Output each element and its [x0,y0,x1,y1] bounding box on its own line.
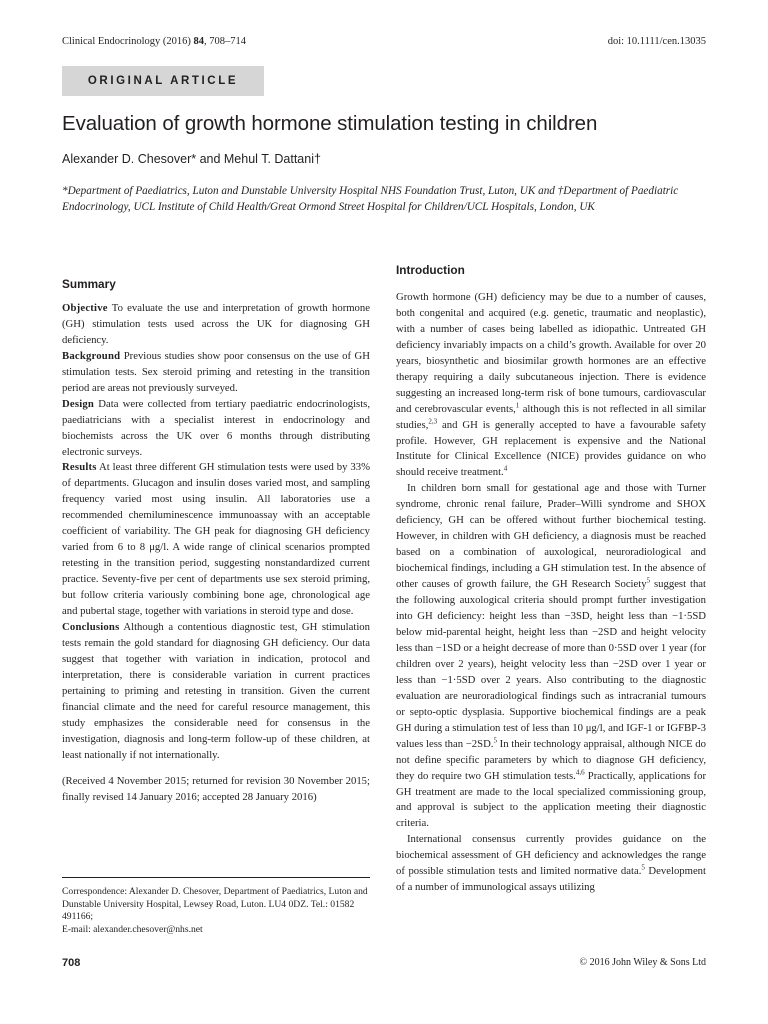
intro-p3-text-b: Development of a number of immunological assays utilizing [396,865,706,894]
journal-volume: 84 [193,36,205,47]
citation-ref: 1 [515,401,520,410]
intro-p2-text-a: In children born small for gestational age and those with Turner syndrome, chronic renal failure, Prader–Willi syndrome and SHOX deficiency, GH can be offered without further biochemical testing. However, in children with GH deficiency, a diagnosis must be reached based on a combination of auxological, neuroradiological and biochemical findings, including a GH stimulation test. In the absence of other causes of growth failure, the GH Research Society [396,482,706,591]
objective-label: Objective [62,301,108,314]
background-text: Previous studies show poor consensus on the use of GH stimulation tests. Sex steroid priming and retesting in the transition period are areas not previously surveyed. [62,349,370,394]
conclusions-label: Conclusions [62,621,120,634]
copyright-notice: © 2016 John Wiley & Sons Ltd [579,957,706,968]
page-number: 708 [62,957,81,969]
results-label: Results [62,461,97,474]
affiliations: *Department of Paediatrics, Luton and Dunstable University Hospital NHS Foundation Trust, Luton, UK and †Department of Paediatric Endocrinology, UCL Institute of Child Health/Great Ormond Street Hospital for Children/UCL Hospitals, London, UK [62,185,679,213]
design-text: Data were collected from tertiary paediatric endocrinologists, paediatricians with a specialist interest in endocrinology and biochemists across the UK over 6 months through distributing electronic surveys. [62,397,370,458]
intro-p1-text-c: and GH is generally accepted to have a favourable safety profile. However, GH replacement is expensive and the National Institute for Clinical Excellence (NICE) provides guidance on who should receive treatment. [396,418,706,479]
summary-conclusions [62,620,370,764]
intro-p2-text-c: In their technology appraisal, although NICE do not define specific parameters by which to diagnose GH deficiency, they do require two GH stimulation tests. [396,737,706,782]
journal-name: Clinical Endocrinology (2016) [62,36,194,47]
intro-p3-text-a: International consensus currently provides guidance on the biochemical assessment of GH deficiency and acknowledges the range of possible stimulation tests and limited normative data. [396,833,706,878]
footnote-divider [62,877,370,878]
journal-pages: , 708–714 [204,36,247,47]
citation-ref: 5 [646,576,651,585]
citation-ref: 2,3 [428,417,438,426]
summary-results [62,460,370,620]
summary-heading: Summary [62,277,116,291]
correspondence [62,886,370,936]
background-label: Background [62,349,121,362]
citation-ref: 5 [641,863,645,872]
intro-p2-text-b: suggest that the following auxological criteria should prompt further investigation into GH deficiency: height less than −3SD, height less than −1·5SD below mid-parental height, height less than −2SD and height velocity less than −1SD or a height decrease of more than 0·5SD over 1 year (for children over 2 years), height velocity less than −2SD over 1 year or less than −1·5SD over 2 years. Also contributing to the diagnostic evaluation are neuroradiological findings such as intracranial tumours or septo-optic dysplasia. Supportive biochemical findings are a peak GH during a stimulation test of less than 10 μg/l, and IGF-1 or IGFBP-3 values less than −2SD. [396,578,707,750]
author-list: Alexander D. Chesover* and Mehul T. Dattani† [62,152,321,166]
journal-citation [62,36,246,47]
received-dates: (Received 4 November 2015; returned for revision 30 November 2015; finally revised 14 January 2016; accepted 28 January 2016) [62,774,370,803]
intro-p1-text-b: although this is not reflected in all similar studies, [396,402,706,431]
objective-text: To evaluate the use and interpretation of growth hormone (GH) stimulation tests used across the UK for diagnosing GH deficiency. [62,301,370,346]
intro-paragraph-1 [396,290,706,481]
introduction-heading: Introduction [396,263,465,277]
article-title: Evaluation of growth hormone stimulation testing in children [62,112,598,135]
summary-column [62,277,370,806]
introduction-column [396,263,706,896]
citation-ref: 4,6 [575,767,585,776]
article-type-label: ORIGINAL ARTICLE [87,75,239,87]
doi: doi: 10.1111/cen.13035 [607,36,706,47]
article-type-banner [62,66,264,96]
intro-p2-text-d: Practically, applications for GH treatment are made to the local specialized commissioning group, and approval is subject to the application meeting their diagnostic criteria. [396,769,706,830]
results-text: At least three different GH stimulation tests were used by 33% of departments. Glucagon and insulin doses varied most, and sampling frequency varied most using insulin. All laboratories use a recommended chemiluminescence immunoassay with an acceptable coefficient of variability. The GH peak for diagnosing GH deficiency varied from 6 to 8 μg/l. A wide range of clinical scenarios prompted retesting in the transition period, suggesting nonstandardized current practice. Seventy-five per cent of departments use sex steroid priming, but follow criteria variously combining bone age, chronological age and pubertal stage, together with variations in steroid type and dose. [62,461,370,618]
correspondence-email: E-mail: alexander.chesover@nhs.net [62,923,203,935]
summary-background [62,349,370,397]
citation-ref: 5 [493,736,497,745]
design-label: Design [62,397,95,410]
conclusions-text: Although a contentious diagnostic test, GH stimulation tests remain the gold standard for diagnosing GH deficiency. Our data suggest that together with variation in indication, protocol and interpretation, there is considerable variation in current practices pertaining to priming and retesting in transition. Given the current financial climate and the need for careful resource management, this study emphasizes the considerable need for consensus in the investigation, diagnosis and long-term follow-up of these children, at least nationally if not internationally. [62,621,370,761]
citation-ref: 4 [503,464,508,473]
intro-paragraph-3 [396,832,706,896]
intro-paragraph-2 [396,481,706,832]
intro-p1-text-a: Growth hormone (GH) deficiency may be due to a number of causes, both congenital and acquired (e.g. genetic, traumatic and neoplastic), with a number of cases being labelled as idiopathic. Untreated GH deficiency invariably impacts on a child’s growth. Available for over 20 years, biosynthetic and biosimilar growth hormones are an effective therapy requiring a daily subcutaneous injection. There is evidence suggesting an increased long-term risk of bone tumours, cardiovascular and cerebrovascular events, [396,290,706,415]
summary-design [62,397,370,461]
correspondence-address: Correspondence: Alexander D. Chesover, Department of Paediatrics, Luton and Dunstable University Hospital, Lewsey Road, Luton. LU4 0DZ. Tel.: 01582 491166; [62,886,368,923]
summary-objective [62,301,370,349]
